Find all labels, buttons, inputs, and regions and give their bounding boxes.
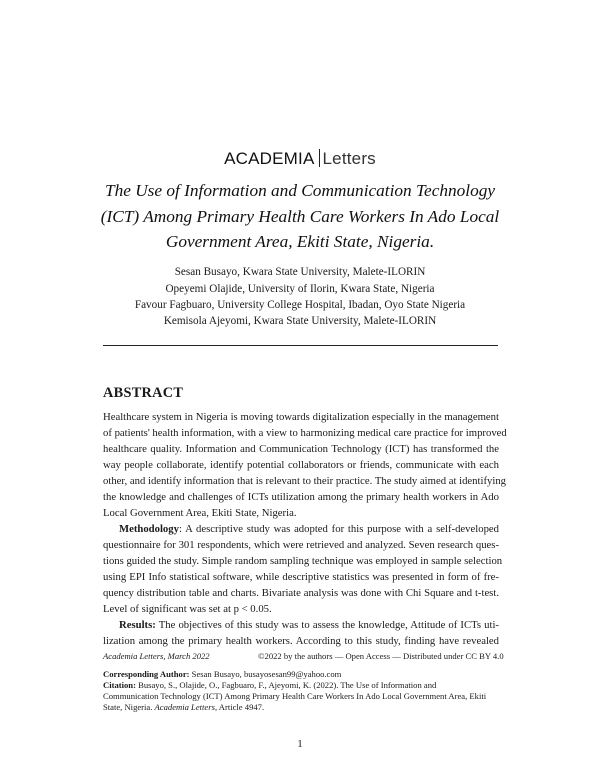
paper-title-line-3: Government Area, Ekiti State, Nigeria. [165,232,435,251]
abstract-heading: ABSTRACT [103,385,184,401]
page-number: 1 [297,738,303,750]
methodology-line: questionnaire for 301 respondents, which were retrieved and analyzed. Seven research ques- [103,539,499,551]
citation-line-1 [103,680,499,692]
paper-title-line-1: The Use of Information and Communication Technology [104,181,496,200]
corresponding-author [103,669,499,681]
results-label: Results: [119,619,156,631]
citation-line-3 [103,702,499,714]
results-line: lization among the primary health workers. According to this study, finding have revealed [103,635,499,647]
corresponding-value: Sesan Busayo, busayosesan99@yahoo.com [189,669,342,679]
abstract-line: the knowledge and challenges of ICTs utilization among the primary health workers in Ado [103,491,499,503]
footer-journal-line [103,651,504,661]
abstract-line: other, and identify information that is relevant to their practice. The study aimed at identifying [103,475,507,487]
brand-section: Letters [322,149,376,168]
citation-text-3: State, Nigeria. [103,702,155,712]
methodology-line: quency distribution table and charts. Bivariate analysis was done with Chi Square and t-test. [103,587,499,599]
footer-license: ©2022 by the authors — Open Access — Distributed under CC BY 4.0 [258,651,504,661]
author-3: Favour Fagbuaro, University College Hospital, Ibadan, Oyo State Nigeria [134,299,466,311]
citation-line-2: Communication Technology (ICT) Among Primary Health Care Workers In Ado Local Government Area, Ekiti [103,691,487,701]
abstract-line: of patients' health information, with a view to harmonizing medical care practice for improved [103,427,507,439]
citation-text-1: Busayo, S., Olajide, O., Fagbuaro, F., Ajeyomi, K. (2022). The Use of Information and [135,680,437,690]
corresponding-label: Corresponding Author: [103,669,190,679]
title-divider [103,345,498,346]
citation-article: , Article 4947. [214,702,265,712]
methodology-text: : A descriptive study was adopted for this purpose with a self-developed [178,523,499,535]
abstract-line: Local Government Area, Ekiti State, Nigeria. [103,507,297,519]
brand-name: ACADEMIA [224,149,315,168]
paper-title-line-2: (ICT) Among Primary Health Care Workers In Ado Local [100,207,500,226]
methodology-label: Methodology [119,523,179,535]
author-2: Opeyemi Olajide, University of Ilorin, Kwara State, Nigeria [165,283,435,295]
methodology-line: tions guided the study. Simple random sampling technique was employed in sample selection [103,555,503,567]
methodology-line: Level of significant was set at p < 0.05. [103,603,272,615]
results-first-line [119,618,499,632]
abstract-line: Healthcare system in Nigeria is moving towards digitalization especially in the management [103,411,499,423]
citation-journal: Academia Letters [154,702,215,712]
author-1: Sesan Busayo, Kwara State University, Malete-ILORIN [174,266,426,278]
journal-brand [0,149,600,169]
methodology-first-line [119,522,499,536]
methodology-line: using EPI Info statistical software, while descriptive statistics was presented in form of fre- [103,571,499,583]
results-text: The objectives of this study was to assess the knowledge, Attitude of ICTs uti- [155,619,499,631]
abstract-line: healthcare quality. Information and Communication Technology (ICT) has transformed the [103,443,499,455]
author-4: Kemisola Ajeyomi, Kwara State University, Malete-ILORIN [163,315,437,327]
brand-divider [319,149,320,167]
citation-label: Citation: [103,680,136,690]
footer-journal: Academia Letters, March 2022 [103,651,210,661]
abstract-line: way people collaborate, identify potential collaborators or friends, communicate with each [103,459,499,471]
